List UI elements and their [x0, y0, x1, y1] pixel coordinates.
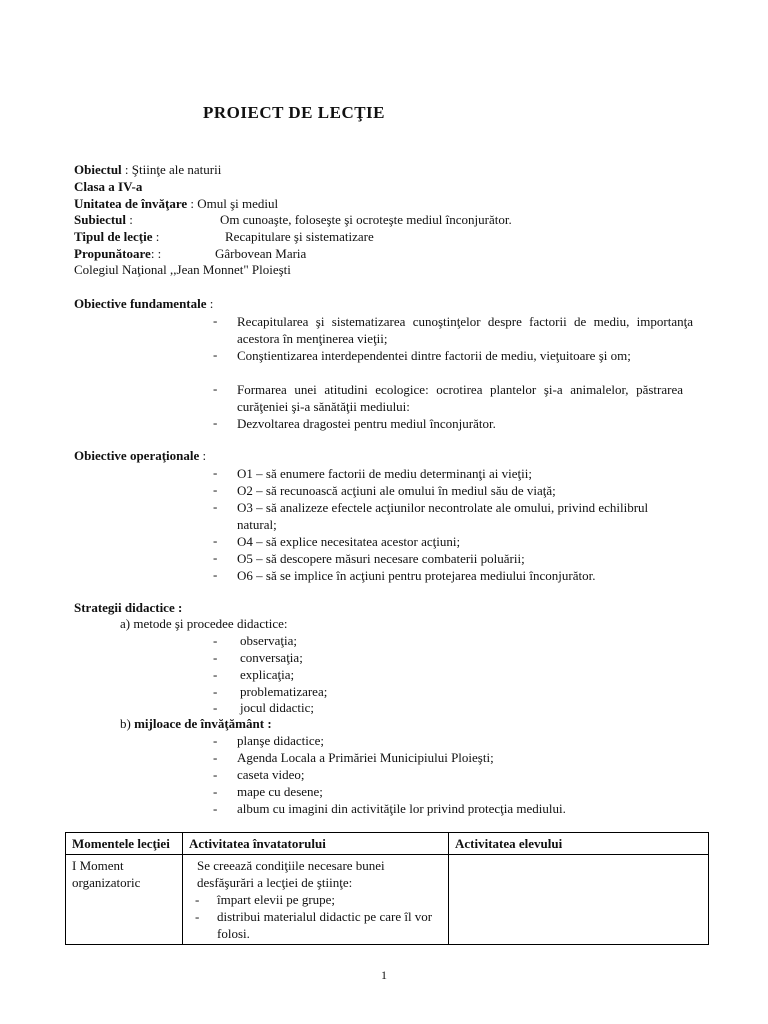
class-line: [74, 179, 142, 195]
method-item: jocul didactic;: [240, 700, 315, 715]
means-item: album cu imagini din activităţile lor privind protecţia mediului.: [237, 801, 566, 816]
bullet-dash: -: [213, 482, 218, 497]
method-item: explicaţia;: [240, 667, 295, 682]
fundamental-item: Conştientizarea interdependentei dintre factorii de mediu, vieţuitoare şi om;: [237, 348, 631, 363]
teacher-intro: Se creează condiţiile necesare bunei desfăşurări a lecţiei de ştiinţe:: [197, 858, 385, 890]
bullet-dash: -: [213, 767, 218, 782]
author-label: Propunătoare: [74, 246, 151, 261]
table-header-row: [66, 833, 709, 855]
class-label: Clasa a IV-a: [74, 179, 143, 194]
bullet-dash: -: [213, 700, 218, 715]
operational-heading: Obiective operaţionale :: [74, 448, 207, 463]
method-item: conversaţia;: [240, 650, 303, 665]
means-label: mijloace de învăţământ :: [134, 716, 272, 731]
page-number: 1: [381, 968, 387, 982]
subject-label: Obiectul: [74, 162, 122, 177]
operational-item: O2 – să recunoască acţiuni ale omului în mediul său de viaţă;: [237, 483, 556, 498]
bullet-dash: -: [213, 465, 218, 480]
list-item: - distribui materialul didactic pe care îl vor folosi.: [195, 909, 433, 941]
fundamental-heading: Obiective fundamentale :: [74, 296, 214, 311]
col-header-teacher: Activitatea învatatorului: [183, 833, 449, 855]
bullet-dash: -: [213, 313, 218, 328]
bullet-dash: -: [213, 667, 218, 682]
teacher-list: [189, 891, 442, 942]
school-line: Colegiul Naţional ,,Jean Monnet" Ploieşti: [74, 262, 291, 277]
method-item: observaţia;: [240, 633, 298, 648]
col-header-student: Activitatea elevului: [449, 833, 709, 855]
subject-value: Ştiinţe ale naturii: [131, 162, 222, 177]
bullet-dash: -: [213, 533, 218, 548]
operational-item: O4 – să explice necesitatea acestor acţiuni;: [237, 534, 461, 549]
bullet-dash: -: [213, 750, 218, 765]
bullet-dash: -: [213, 381, 218, 396]
unit-label: Unitatea de învăţare: [74, 196, 188, 211]
teacher-cell: [183, 855, 449, 945]
bullet-dash: -: [213, 550, 218, 565]
method-item: problematizarea;: [240, 684, 328, 699]
operational-item: O6 – să se implice în acţiuni pentru protejarea mediului înconjurător.: [237, 568, 596, 583]
lesson-table: [65, 832, 709, 945]
bullet-dash: -: [213, 347, 218, 362]
operational-item: O3 – să analizeze efectele acţiunilor necontrolate ale omului, privind echilibrul natural;: [237, 500, 649, 532]
bullet-dash: -: [213, 784, 218, 799]
topic-line: Subiectul :: [74, 212, 133, 227]
bullet-dash: -: [213, 650, 218, 665]
fundamental-item: Recapitularea şi sistematizarea cunoştinţelor despre factorii de mediu, importanţa acestora în menţinerea vieţii;: [237, 314, 693, 346]
bullet-dash: -: [213, 733, 218, 748]
bullet-dash: -: [213, 499, 218, 514]
lesson-type-label: Tipul de lecţie: [74, 229, 153, 244]
fundamental-item: Dezvoltarea dragostei pentru mediul înconjurător.: [237, 416, 496, 431]
bullet-dash: -: [213, 684, 218, 699]
col-header-moments: Momentele lecţiei: [66, 833, 183, 855]
list-item: - împart elevii pe grupe;: [195, 892, 336, 907]
table-row: [66, 855, 709, 945]
bullet-dash: -: [213, 633, 218, 648]
bullet-dash: -: [213, 801, 218, 816]
strategies-heading: Strategii didactice :: [74, 600, 183, 615]
student-cell: [449, 855, 709, 945]
author-line: Propunătoare: :: [74, 246, 162, 261]
lesson-type-line: Tipul de lecţie :: [74, 229, 160, 244]
means-item: Agenda Locala a Primăriei Municipiului Ploieşti;: [237, 750, 494, 765]
means-item: planşe didactice;: [237, 733, 324, 748]
author-value: Gârbovean Maria: [215, 246, 307, 261]
operational-item: O5 – să descopere măsuri necesare combaterii poluării;: [237, 551, 525, 566]
lesson-type-value: Recapitulare şi sistematizare: [225, 229, 374, 244]
means-item: mape cu desene;: [237, 784, 323, 799]
subject-line: Obiectul : Ştiinţe ale naturii: [74, 162, 222, 177]
fundamental-item: Formarea unei atitudini ecologice: ocrotirea plantelor şi-a animalelor, păstrarea curăţeniei şi-a sănătăţii mediului:: [237, 382, 683, 414]
topic-value: Om cunoaşte, foloseşte şi ocroteşte mediul înconjurător.: [220, 212, 512, 227]
means-label-line: b) mijloace de învăţământ :: [120, 716, 272, 731]
moment-cell: I Moment organizatoric: [66, 855, 183, 945]
bullet-dash: -: [213, 415, 218, 430]
page-title: PROIECT DE LECŢIE: [203, 103, 386, 122]
unit-line: Unitatea de învăţare : Omul şi mediul: [74, 196, 279, 211]
bullet-dash: -: [213, 567, 218, 582]
means-item: caseta video;: [237, 767, 305, 782]
methods-label: a) metode şi procedee didactice:: [120, 616, 288, 631]
operational-item: O1 – să enumere factorii de mediu determinanţi ai vieţii;: [237, 466, 532, 481]
topic-label: Subiectul: [74, 212, 127, 227]
unit-value: Omul şi mediul: [197, 196, 279, 211]
